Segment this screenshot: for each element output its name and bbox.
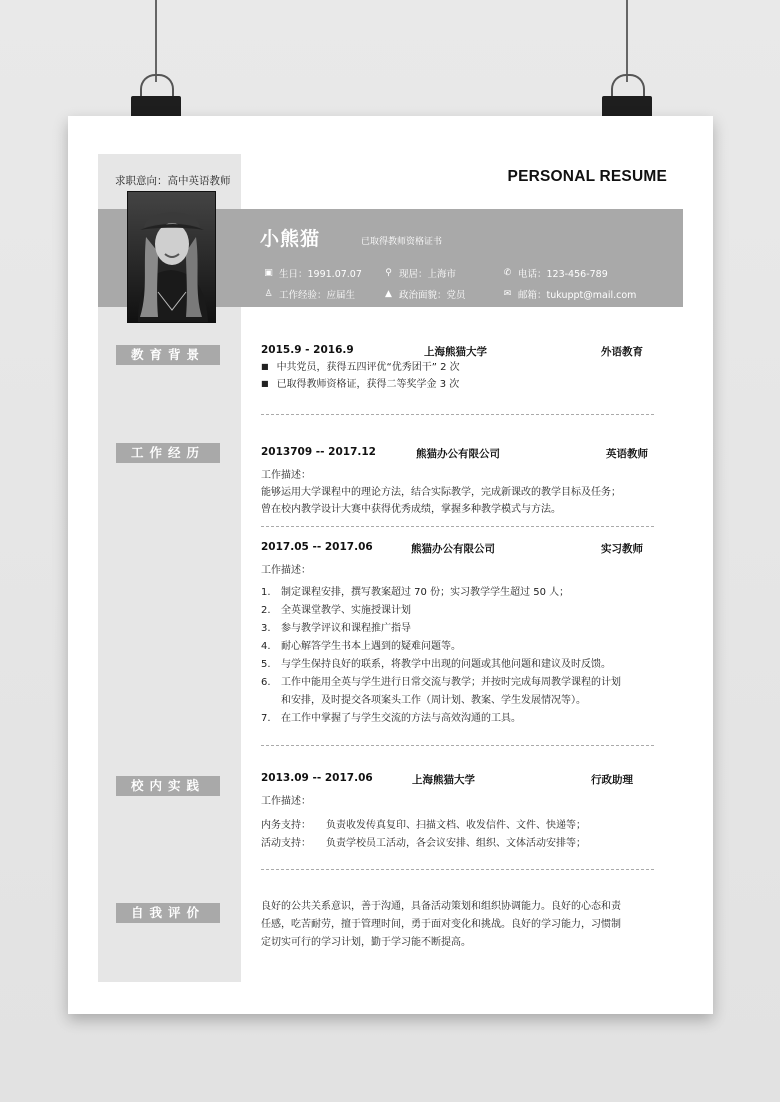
- experience-info: ♙ 工作经验：应届生: [264, 288, 356, 301]
- location-info: ⚲ 现居：上海市: [383, 266, 456, 280]
- work-period: 2013709 -- 2017.12: [261, 446, 376, 458]
- self-line: 定切实可行的学习计划，勤于学习能不断提高。: [261, 937, 471, 948]
- work-role: 英语教师: [606, 448, 648, 460]
- campus-role: 行政助理: [591, 774, 633, 786]
- campus-period: 2013.09 -- 2017.06: [261, 772, 373, 784]
- work-desc-line: 能够运用大学课程中的理论方法，结合实际教学，完成新课改的教学目标及任务；: [261, 487, 621, 498]
- section-label-self: 自我评价: [116, 903, 220, 923]
- campus-line: 活动支持： 负责学校员工活动，各会议安排、组织、文体活动安排等；: [261, 838, 586, 849]
- education-bullet: ■ 中共党员，获得五四评优“优秀团干” 2 次: [261, 359, 460, 377]
- phone-icon: ✆: [503, 267, 512, 278]
- location-pin-icon: ⚲: [385, 267, 392, 278]
- profile-photo: [127, 191, 216, 323]
- divider: [261, 414, 654, 415]
- divider: [261, 526, 654, 527]
- campus-school: 上海熊猫大学: [412, 774, 475, 786]
- self-line: 任感，吃苦耐劳，擅于管理时间，勇于面对变化和挑战。良好的学习能力，习惯制: [261, 919, 621, 930]
- calendar-icon: ▣: [264, 267, 273, 278]
- work-desc-line: 曾在校内教学设计大赛中获得优秀成绩，掌握多种教学模式与方法。: [261, 504, 561, 515]
- right-hanging-wire: [626, 0, 628, 82]
- work-item: 6. 工作中能用全英与学生进行日常交流与教学；并按时完成每周教学课程的计划: [261, 677, 621, 688]
- politics-info: ▲ 政治面貌：党员: [383, 287, 466, 301]
- left-hanging-wire: [155, 0, 157, 82]
- education-bullet: ■ 已取得教师资格证，获得二等奖学金 3 次: [261, 376, 459, 394]
- campus-line: 内务支持： 负责收发传真复印、扫描文档、收发信件、文件、快递等；: [261, 820, 586, 831]
- birth-info: ▣ 生日：1991.07.07: [264, 267, 362, 280]
- resume-sheet: [68, 116, 713, 1014]
- candidate-name: 小熊猫: [260, 228, 321, 250]
- section-label-education: 教育背景: [116, 345, 220, 365]
- mail-icon: ✉: [503, 288, 512, 299]
- work-item: 7. 在工作中掌握了与学生交流的方法与高效沟通的工具。: [261, 713, 521, 724]
- job-intent: 求职意向：高中英语教师: [115, 175, 231, 187]
- work-item: 和安排，及时提交各项案头工作（周计划、教案、学生发展情况等）。: [281, 695, 586, 706]
- work-desc-label: 工作描述：: [261, 565, 311, 576]
- work-desc-label: 工作描述：: [261, 470, 311, 481]
- work-company: 熊猫办公有限公司: [416, 448, 500, 460]
- phone-info: ✆ 电话：123-456-789: [503, 267, 608, 280]
- work-item: 5. 与学生保持良好的联系，将教学中出现的问题或其他问题和建议及时反馈。: [261, 659, 611, 670]
- certificate-note: 已取得教师资格证书: [361, 237, 443, 247]
- work-item: 4. 耐心解答学生书本上遇到的疑难问题等。: [261, 641, 461, 652]
- divider: [261, 745, 654, 746]
- self-line: 良好的公共关系意识，善于沟通，具备活动策划和组织协调能力。良好的心态和责: [261, 901, 621, 912]
- section-label-campus: 校内实践: [116, 776, 220, 796]
- education-school: 上海熊猫大学: [424, 346, 487, 358]
- work-item: 1. 制定课程安排，撰写教案超过 70 份；实习教学学生超过 50 人；: [261, 587, 570, 598]
- section-label-work: 工作经历: [116, 443, 220, 463]
- campus-desc-label: 工作描述：: [261, 796, 311, 807]
- education-major: 外语教育: [601, 346, 643, 358]
- divider: [261, 869, 654, 870]
- work-company: 熊猫办公有限公司: [411, 543, 495, 555]
- education-period: 2015.9 - 2016.9: [261, 344, 354, 356]
- graduation-cap-icon: ▲: [385, 288, 392, 299]
- work-item: 2. 全英课堂教学、实施授课计划: [261, 605, 411, 616]
- work-period: 2017.05 -- 2017.06: [261, 541, 373, 553]
- email-info: ✉ 邮箱：tukuppt@mail.com: [503, 288, 637, 301]
- work-item: 3. 参与教学评议和课程推广指导: [261, 623, 411, 634]
- personal-resume-title: PERSONAL RESUME: [507, 168, 667, 185]
- person-icon: ♙: [264, 288, 273, 299]
- work-role: 实习教师: [601, 543, 643, 555]
